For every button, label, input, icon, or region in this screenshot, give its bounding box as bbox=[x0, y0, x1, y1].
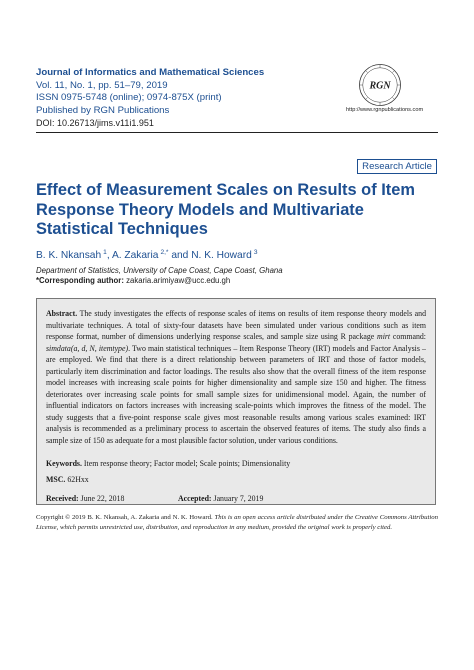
received-label: Received: bbox=[46, 494, 79, 503]
affiliation-block bbox=[36, 266, 283, 286]
corresponding-author bbox=[36, 276, 283, 286]
author-separator: , bbox=[106, 250, 112, 261]
author-superscript: 2,* bbox=[160, 249, 169, 256]
copyright-plain: Copyright © 2019 B. K. Nkansah, A. Zakaria and N. K. Howard. bbox=[36, 514, 215, 521]
msc bbox=[46, 475, 89, 484]
abstract-body-1: The study investigates the effects of response scales of items on results of item response theory models and multivariate techniques. A total of sixty-four datasets have been simulated under various conditions such as item response format, number of dimensions underlying response scales, and sample size using R package bbox=[46, 309, 426, 341]
journal-name: Journal of Informatics and Mathematical Sciences bbox=[36, 67, 265, 78]
keywords-text: Item response theory; Factor model; Scale points; Dimensionality bbox=[83, 459, 291, 468]
issn-line: ISSN 0975-5748 (online); 0974-875X (print) bbox=[36, 92, 222, 104]
received-value: June 22, 2018 bbox=[80, 494, 125, 503]
msc-label: MSC. bbox=[46, 475, 66, 484]
simdata-command: simdata(a, d, N, itemtype) bbox=[46, 343, 129, 353]
header-divider bbox=[36, 132, 438, 133]
abstract-text bbox=[46, 308, 426, 446]
doi: DOI: 10.26713/jims.v11i1.951 bbox=[36, 118, 154, 128]
abstract-box bbox=[36, 298, 436, 505]
copyright-notice bbox=[36, 513, 438, 533]
abstract-body-3: . Two main statistical techniques – Item Response Theory (IRT) models and Factor Analysis – are employed. We find that there is a direct relationship between parameters of IRT and those of factor models, particularly item discrimination and factor loadings. The results also show that the overall fitness of the item response model increases with increasing scale points for higher dimensionality and sample size 150 and higher. The fitness deteriorates over increasing scale points for small sample sizes for unidimensional model. Again, the number of influential indicators on factors increases with increasing scale-points which improves the fitness of the model. The study suggests that a five-point response scale gives most reasonable results among various scales examined: IRT analysis is recommended as a preliminary process to ascertain the observed features of items. The study also finds a sample size of 150 as adequate for a most plausible factor solution, under various conditions. bbox=[46, 343, 426, 445]
rgn-logo-icon bbox=[358, 63, 402, 107]
keywords-label: Keywords. bbox=[46, 459, 82, 468]
author-superscript: 1 bbox=[103, 249, 107, 256]
author-name: N. K. Howard bbox=[191, 250, 252, 261]
author-superscript: 3 bbox=[253, 249, 258, 256]
author-list bbox=[36, 249, 257, 261]
accepted-date bbox=[178, 494, 263, 503]
affiliation: Department of Statistics, University of Cape Coast, Cape Coast, Ghana bbox=[36, 266, 283, 275]
accepted-label: Accepted: bbox=[178, 494, 212, 503]
author-name: B. K. Nkansah bbox=[36, 250, 102, 261]
publisher-line: Published by RGN Publications bbox=[36, 104, 170, 116]
received-date bbox=[46, 494, 124, 503]
copyright-license: This is an open access article distributed under the Creative Commons Attribution License, which permits unrestricted use, distribution, and reproduction in any medium, provided the original work is properly cited. bbox=[36, 514, 438, 531]
corresponding-label: *Corresponding author: bbox=[36, 276, 124, 285]
mirt-term: mirt bbox=[377, 332, 391, 341]
journal-info bbox=[36, 67, 264, 117]
author-separator: and bbox=[168, 250, 192, 261]
publisher-url[interactable]: http://www.rgnpublications.com bbox=[346, 107, 424, 113]
corresponding-email[interactable]: zakaria.arimiyaw@ucc.edu.gh bbox=[126, 276, 231, 285]
keywords bbox=[46, 459, 290, 468]
msc-code: 62Hxx bbox=[67, 475, 89, 484]
abstract-body-2: command: bbox=[390, 332, 426, 341]
author-name: A. Zakaria bbox=[111, 250, 159, 261]
article-type-badge: Research Article bbox=[357, 159, 437, 174]
abstract-label: Abstract. bbox=[46, 309, 78, 318]
accepted-value: January 7, 2019 bbox=[213, 494, 264, 503]
article-title: Effect of Measurement Scales on Results of Item Response Theory Models and Multivariate Statistical Techniques bbox=[36, 181, 415, 239]
logo-text: RGN bbox=[369, 80, 391, 92]
volume-line: Vol. 11, No. 1, pp. 51–79, 2019 bbox=[36, 79, 168, 91]
